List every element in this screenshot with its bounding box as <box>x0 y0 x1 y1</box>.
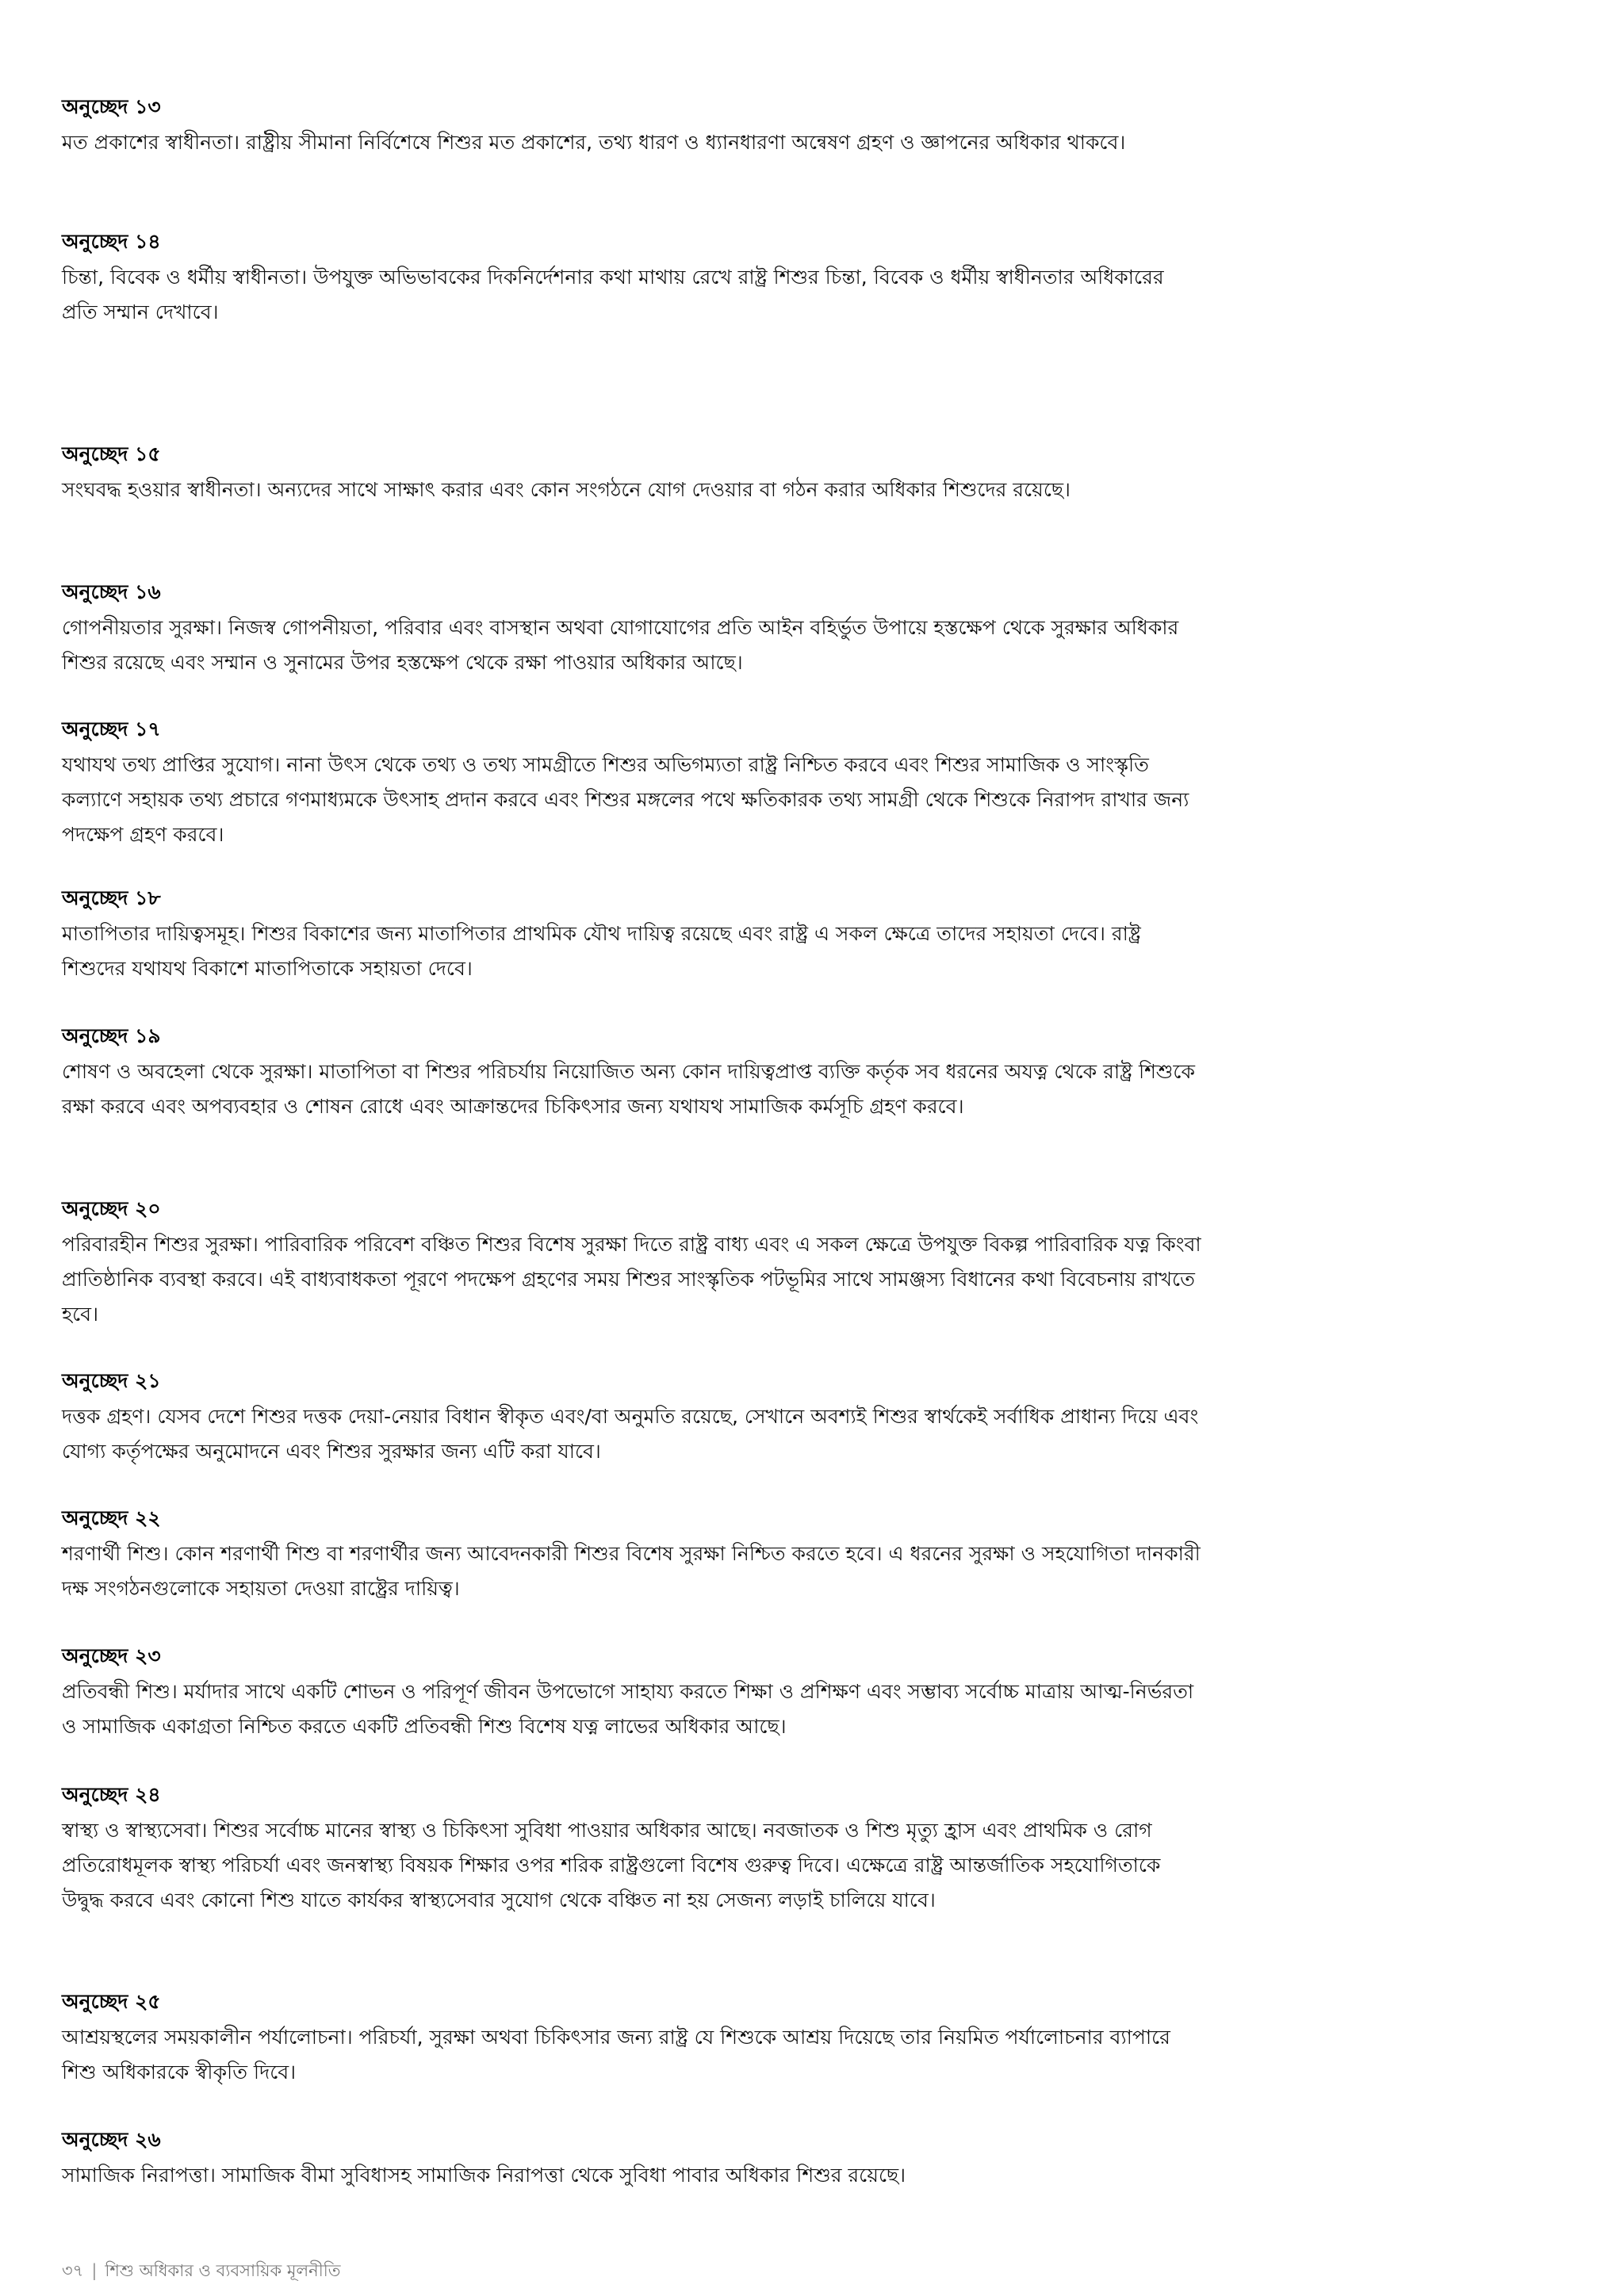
article-23 <box>62 1644 1204 1744</box>
page-footer <box>62 2260 340 2282</box>
article-13 <box>62 95 1204 160</box>
article-heading: অনুচ্ছেদ ১৬ <box>62 580 161 603</box>
article-22 <box>62 1506 1204 1606</box>
article-heading: অনুচ্ছেদ ১৪ <box>62 230 161 253</box>
page-number: ৩৭ <box>62 2261 84 2280</box>
article-text: প্রতিবন্ধী শিশু। মর্যাদার সাথে একটি শোভন ও পরিপূর্ণ জীবন উপভোগে সাহায্য করতে শিক্ষা ও প্রশিক্ষণ এবং সম্ভাব্য সর্বোচ্চ মাত্রায় আত্ম-নির্ভরতা ও সামাজিক একাগ্রতা নিশ্চিত করতে একটি প্রতিবন্ধী শিশু বিশেষ যত্ন লাভের অধিকার আছে। <box>62 1680 1194 1738</box>
article-heading: অনুচ্ছেদ ২২ <box>62 1506 161 1529</box>
article-heading: অনুচ্ছেদ ১৩ <box>62 95 161 118</box>
article-text: মাতাপিতার দায়িত্বসমূহ। শিশুর বিকাশের জন্য মাতাপিতার প্রাথমিক যৌথ দায়িত্ব রয়েছে এবং রাষ্ট্র এ সকল ক্ষেত্রে তাদের সহায়তা দেবে। রাষ্ট্র শিশুদের যথাযথ বিকাশে মাতাপিতাকে সহায়তা দেবে। <box>62 922 1141 980</box>
article-heading: অনুচ্ছেদ ২৩ <box>62 1644 161 1667</box>
article-text: গোপনীয়তার সুরক্ষা। নিজস্ব গোপনীয়তা, পরিবার এবং বাসস্থান অথবা যোগাযোগের প্রতি আইন বহির্ভুত উপায়ে হস্তক্ষেপ থেকে সুরক্ষার অধিকার শিশুর রয়েছে এবং সম্মান ও সুনামের উপর হস্তক্ষেপ থেকে রক্ষা পাওয়ার অধিকার আছে। <box>62 616 1179 674</box>
article-16 <box>62 580 1204 680</box>
article-heading: অনুচ্ছেদ ২১ <box>62 1369 161 1392</box>
footer-title: শিশু অধিকার ও ব্যবসায়িক মূলনীতি <box>105 2261 341 2280</box>
article-25 <box>62 1990 1204 2090</box>
footer-separator: | <box>91 2261 98 2280</box>
article-heading: অনুচ্ছেদ ২০ <box>62 1197 161 1220</box>
article-text: সামাজিক নিরাপত্তা। সামাজিক বীমা সুবিধাসহ সামাজিক নিরাপত্তা থেকে সুবিধা পাবার অধিকার শিশুর রয়েছে। <box>62 2164 906 2187</box>
article-text: পরিবারহীন শিশুর সুরক্ষা। পারিবারিক পরিবেশ বঞ্চিত শিশুর বিশেষ সুরক্ষা দিতে রাষ্ট্র বাধ্য এবং এ সকল ক্ষেত্রে উপযুক্ত বিকল্প পারিবারিক যত্ন কিংবা প্রাতিষ্ঠানিক ব্যবস্থা করবে। এই বাধ্যবাধকতা পূরণে পদক্ষেপ গ্রহণের সময় শিশুর সাংস্কৃতিক পটভূমির সাথে সামঞ্জস্য বিধানের কথা বিবেচনায় রাখতে হবে। <box>62 1233 1201 1326</box>
article-text: দত্তক গ্রহণ। যেসব দেশে শিশুর দত্তক দেয়া-নেয়ার বিধান স্বীকৃত এবং/বা অনুমতি রয়েছে, সেখানে অবশ্যই শিশুর স্বার্থকেই সর্বাধিক প্রাধান্য দিয়ে এবং যোগ্য কর্তৃপক্ষের অনুমোদনে এবং শিশুর সুরক্ষার জন্য এটি করা যাবে। <box>62 1405 1199 1463</box>
article-heading: অনুচ্ছেদ ১৯ <box>62 1024 161 1047</box>
article-24 <box>62 1783 1204 1918</box>
article-20 <box>62 1197 1204 1332</box>
article-heading: অনুচ্ছেদ ১৭ <box>62 718 161 740</box>
article-26 <box>62 2128 1204 2193</box>
article-text: সংঘবদ্ধ হওয়ার স্বাধীনতা। অন্যদের সাথে সাক্ষাৎ করার এবং কোন সংগঠনে যোগ দেওয়ার বা গঠন করার অধিকার শিশুদের রয়েছে। <box>62 478 1071 501</box>
article-text: চিন্তা, বিবেক ও ধর্মীয় স্বাধীনতা। উপযুক্ত অভিভাবকের দিকনির্দেশনার কথা মাথায় রেখে রাষ্ট্র শিশুর চিন্তা, বিবেক ও ধর্মীয় স্বাধীনতার অধিকারের প্রতি সম্মান দেখাবে। <box>62 266 1164 323</box>
article-text: মত প্রকাশের স্বাধীনতা। রাষ্ট্রীয় সীমানা নির্বিশেষে শিশুর মত প্রকাশের, তথ্য ধারণ ও ধ্যানধারণা অন্বেষণ গ্রহণ ও জ্ঞাপনের অধিকার থাকবে। <box>62 131 1126 154</box>
article-18 <box>62 886 1204 986</box>
article-heading: অনুচ্ছেদ ১৫ <box>62 442 161 465</box>
article-21 <box>62 1369 1204 1469</box>
article-text: স্বাস্থ্য ও স্বাস্থ্যসেবা। শিশুর সর্বোচ্চ মানের স্বাস্থ্য ও চিকিৎসা সুবিধা পাওয়ার অধিকার আছে। নবজাতক ও শিশু মৃত্যু হ্রাস এবং প্রাথমিক ও রোগ প্রতিরোধমূলক স্বাস্থ্য পরিচর্যা এবং জনস্বাস্থ্য বিষয়ক শিক্ষার ওপর শরিক রাষ্ট্রগুলো বিশেষ গুরুত্ব দিবে। এক্ষেত্রে রাষ্ট্র আন্তর্জাতিক সহযোগিতাকে উদ্বুদ্ধ করবে এবং কোনো শিশু যাতে কার্যকর স্বাস্থ্যসেবার সুযোগ থেকে বঞ্চিত না হয় সেজন্য লড়াই চালিয়ে যাবে। <box>62 1819 1161 1911</box>
article-heading: অনুচ্ছেদ ২৬ <box>62 2128 161 2151</box>
article-heading: অনুচ্ছেদ ২৪ <box>62 1783 161 1806</box>
article-19 <box>62 1024 1204 1124</box>
article-heading: অনুচ্ছেদ ১৮ <box>62 886 161 909</box>
article-14 <box>62 230 1204 330</box>
article-text: শরণার্থী শিশু। কোন শরণার্থী শিশু বা শরণার্থীর জন্য আবেদনকারী শিশুর বিশেষ সুরক্ষা নিশ্চিত করতে হবে। এ ধরনের সুরক্ষা ও সহযোগিতা দানকারী দক্ষ সংগঠনগুলোকে সহায়তা দেওয়া রাষ্ট্রের দায়িত্ব। <box>62 1542 1201 1600</box>
article-text: শোষণ ও অবহেলা থেকে সুরক্ষা। মাতাপিতা বা শিশুর পরিচর্যায় নিয়োজিত অন্য কোন দায়িত্বপ্রাপ্ত ব্যক্তি কর্তৃক সব ধরনের অযত্ন থেকে রাষ্ট্র শিশুকে রক্ষা করবে এবং অপব্যবহার ও শোষন রোধে এবং আক্রান্তদের চিকিৎসার জন্য যথাযথ সামাজিক কর্মসূচি গ্রহণ করবে। <box>62 1060 1195 1118</box>
article-17 <box>62 718 1204 852</box>
article-15 <box>62 442 1204 507</box>
article-heading: অনুচ্ছেদ ২৫ <box>62 1990 161 2013</box>
article-text: যথাযথ তথ্য প্রাপ্তির সুযোগ। নানা উৎস থেকে তথ্য ও তথ্য সামগ্রীতে শিশুর অভিগম্যতা রাষ্ট্র নিশ্চিত করবে এবং শিশুর সামাজিক ও সাংস্কৃতি কল্যাণে সহায়ক তথ্য প্রচারে গণমাধ্যমকে উৎসাহ প্রদান করবে এবং শিশুর মঙ্গলের পথে ক্ষতিকারক তথ্য সামগ্রী থেকে শিশুকে নিরাপদ রাখার জন্য পদক্ষেপ গ্রহণ করবে। <box>62 753 1189 846</box>
article-text: আশ্রয়স্থলের সময়কালীন পর্যালোচনা। পরিচর্যা, সুরক্ষা অথবা চিকিৎসার জন্য রাষ্ট্র যে শিশুকে আশ্রয় দিয়েছে তার নিয়মিত পর্যালোচনার ব্যাপারে শিশু অধিকারকে স্বীকৃতি দিবে। <box>62 2026 1170 2084</box>
